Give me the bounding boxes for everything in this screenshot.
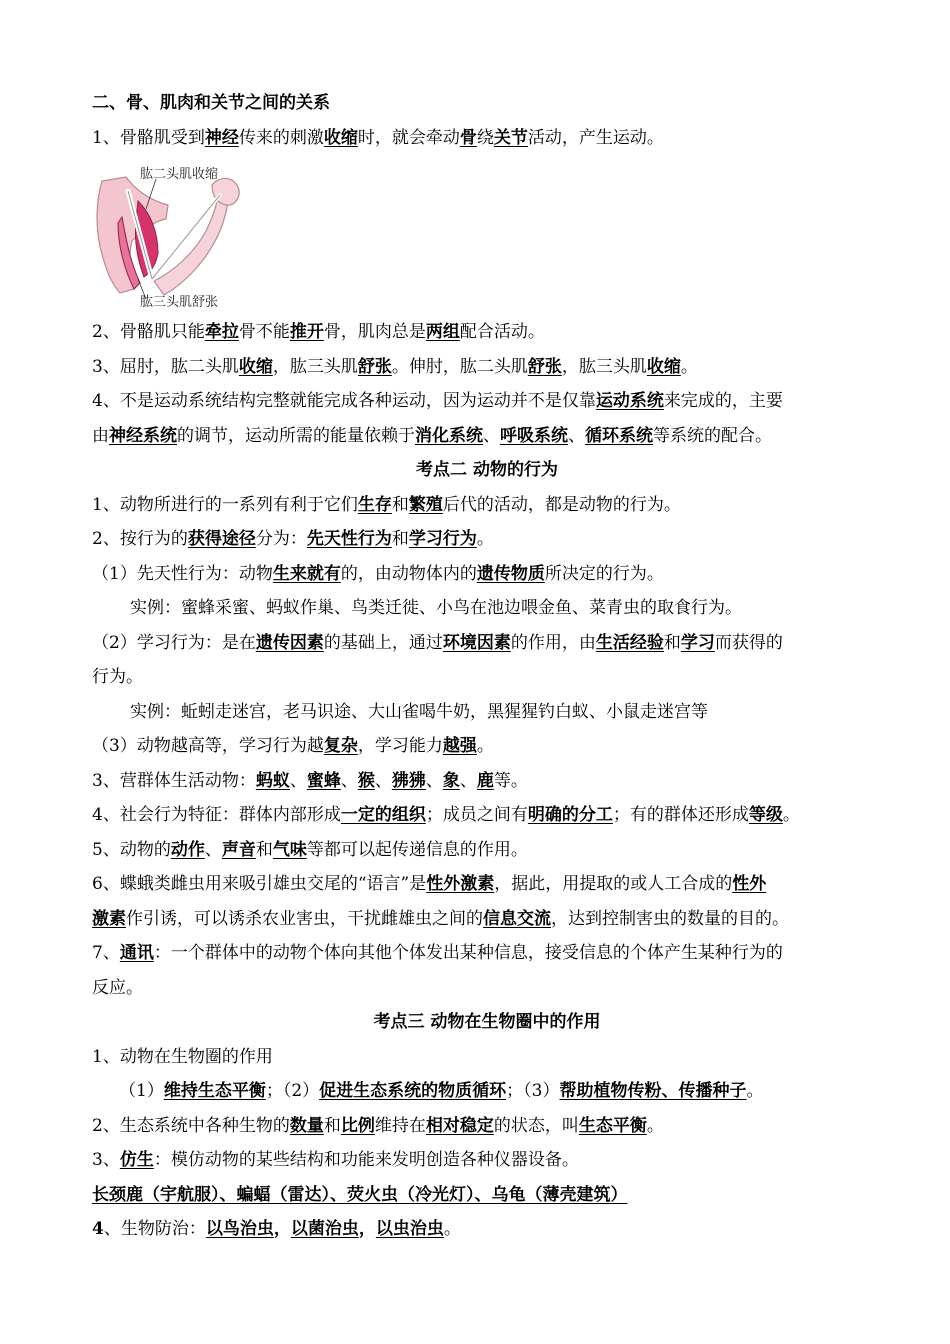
figure-label-biceps: 肱二头肌收缩: [140, 167, 219, 182]
paragraph-2-2: 2、按行为的获得途径分为：先天性行为和学习行为。: [92, 529, 494, 549]
document-page: [92, 86, 882, 1247]
paragraph-2-4b: 行为。: [92, 667, 143, 687]
paragraph-2-10b: 反应。: [92, 977, 143, 998]
paragraph-2-10a: 7、通讯：一个群体中的动物个体向其他个体发出某种信息，接受信息的个体产生某种行为的: [92, 943, 783, 963]
paragraph-2-5: （3）动物越高等，学习行为越复杂，学习能力越强。: [92, 736, 494, 756]
figure-label-triceps: 肱三头肌舒张: [140, 295, 219, 310]
section-heading-bone-muscle-joint: 二、骨、肌肉和关节之间的关系: [92, 93, 330, 113]
paragraph-3-2: 2、生态系统中各种生物的数量和比例维持在相对稳定的状态，叫生态平衡。: [92, 1115, 664, 1136]
paragraph-3-4: 4、生物防治：以鸟治虫，以菌治虫，以虫治虫。: [92, 1219, 461, 1239]
section-heading-animal-behavior: 考点二 动物的行为: [416, 460, 558, 480]
paragraph-3-1: 1、动物在生物圈的作用: [92, 1046, 273, 1067]
paragraph-2-9a: 6、蝶蛾类雌虫用来吸引雄虫交尾的“语言”是性外激素，据此，用提取的或人工合成的性外: [92, 874, 767, 894]
section-heading-animal-role: 考点三 动物在生物圈中的作用: [373, 1012, 601, 1032]
paragraph-2-4a: （2）学习行为：是在遗传因素的基础上，通过环境因素的作用，由生活经验和学习而获得的: [92, 632, 783, 653]
paragraph-1-1: 1、骨骼肌受到神经传来的刺激收缩时，就会牵动骨绕关节活动，产生运动。: [92, 127, 664, 148]
paragraph-2-8: 5、动物的动作、声音和气味等都可以起传递信息的作用。: [92, 839, 528, 860]
arm-illustration: [94, 161, 244, 311]
paragraph-2-9b: 激素作引诱，可以诱杀农业害虫，干扰雌雄虫之间的信息交流，达到控制害虫的数量的目的。: [92, 908, 789, 929]
paragraph-3-1-items: （1）维持生态平衡；（2）促进生态系统的物质循环；（3）帮助植物传粉、传播种子。: [119, 1081, 764, 1101]
paragraph-2-4-example: 实例：蚯蚓走迷宫，老马识途、大山雀喝牛奶，黑猩猩钓白蚁、小鼠走迷宫等: [130, 701, 708, 722]
paragraph-2-3: （1）先天性行为：动物生来就有的，由动物体内的遗传物质所决定的行为。: [92, 563, 664, 584]
paragraph-3-bionics-examples: 长颈鹿（宇航服）、蝙蝠（雷达）、荧火虫（冷光灯）、乌龟（薄壳建筑）: [92, 1184, 628, 1205]
paragraph-1-4a: 4、不是运动系统结构完整就能完成各种运动，因为运动并不是仅靠运动系统来完成的，主要: [92, 391, 783, 411]
paragraph-2-6: 3、营群体生活动物：蚂蚁、蜜蜂、猴、狒狒、象、鹿等。: [92, 770, 528, 791]
paragraph-3-3: 3、仿生：模仿动物的某些结构和功能来发明创造各种仪器设备。: [92, 1150, 579, 1170]
paragraph-1-3: 3、屈肘，肱二头肌收缩，肱三头肌舒张。伸肘，肱二头肌舒张，肱三头肌收缩。: [92, 356, 698, 377]
paragraph-1-4b: 由神经系统的调节，运动所需的能量依赖于消化系统、呼吸系统、循环系统等系统的配合。: [92, 425, 772, 446]
arm-muscle-figure: [94, 161, 244, 311]
paragraph-2-7: 4、社会行为特征：群体内部形成一定的组织；成员之间有明确的分工；有的群体还形成等级。: [92, 805, 800, 825]
paragraph-1-2: 2、骨骼肌只能牵拉骨不能推开骨，肌肉总是两组配合活动。: [92, 322, 545, 342]
paragraph-2-3-example: 实例：蜜蜂采蜜、蚂蚁作巢、鸟类迁徙、小鸟在池边喂金鱼、菜青虫的取食行为。: [130, 598, 742, 618]
paragraph-2-1: 1、动物所进行的一系列有利于它们生存和繁殖后代的活动，都是动物的行为。: [92, 494, 681, 515]
